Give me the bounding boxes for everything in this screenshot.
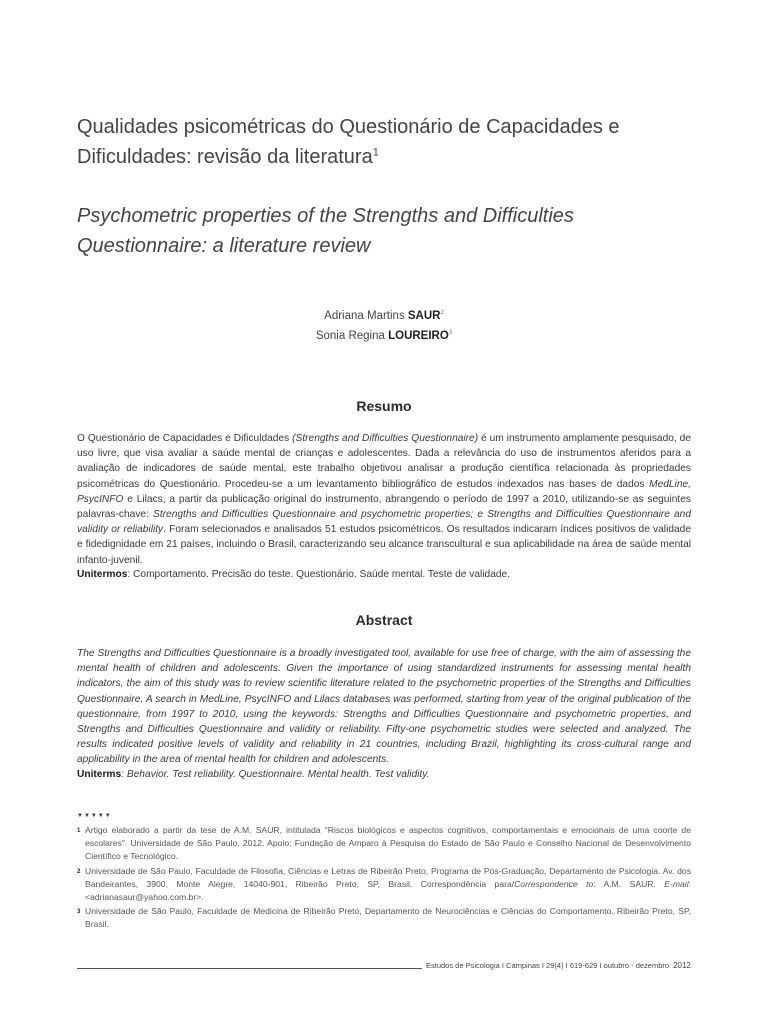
title-footnote-ref: 1 [372,146,379,159]
resumo-keywords: Unitermos: Comportamento. Precisão do teste. Questionário. Saúde mental. Teste de validade. [77,569,511,580]
title-english: Psychometric properties of the Strengths and Difficulties Questionnaire: a literature review [77,205,574,257]
abstract-keywords-label: Uniterms [77,769,122,780]
footnotes [77,824,691,933]
footnote-1: 1 Artigo elaborado a partir da tese de A.M. SAUR, intitulada "Riscos biológicos e aspectos cognitivos, comportamentais e emocionais de uma coorte de escolares". Universidade de São Paulo, 2012. Apoio: Fundação de Amparo à Pesquisa do Estado de São Paulo e Conselho Nacional de Desenvolvimento Científico e Tecnológico. [77,825,691,862]
footnote-2: 2 Universidade de São Paulo, Faculdade de Filosofia, Ciências e Letras de Ribeirão Preto, Programa de Pós-Graduação, Departamento de Psicologia. Av. dos Bandeirantes, 3900, Monte Alegre, 14040-901, Ribeirão Preto, SP, Brasil. Correspondência para/Correspondence to: A.M. SAUR. E-mail: <adrianasaur@yahoo.com.br>. [77,865,692,903]
abstract-text: The Strengths and Difficulties Questionnaire is a broadly investigated tool, available for use free of charge, with the aim of assessing the mental health of children and adolescents. Given the importance of using standardized instruments for assessing mental health indicators, the aim of this study was to review scientific literature related to the psychometric properties of the Strengths and Difficulties Questionnaire. A search in MedLine, PsycINFO and Lilacs databases was performed, starting from year of the original publication of the questionnaire, from 1997 to 2010, using the keywords: Strengths and Difficulties Questionnaire and psychometric properties, and Strengths and Difficulties Questionnaire and validity or reliability. Fifty-one psychometric studies were selected and analyzed. The results indicated positive levels of validity and reliability in 21 countries, including Brazil, highlighting its cross-cultural range and applicability in the area of mental health for children and adolescents. [77,648,691,766]
footnote-3: 3 Universidade de São Paulo, Faculdade de Medicina de Ribeirão Preto, Departamento de Neurociências e Ciências do Comportamento. Ribeirão Preto, SP, Brasil. [77,906,691,930]
journal-footer: Estudos de Psicologia I Campinas I 29(4) I 619-629 I outubro - dezembro 2012 [426,961,691,970]
author-1-surname: SAUR [407,310,441,322]
author-2-surname: LOUREIRO [388,330,449,342]
author-1: Adriana Martins SAUR$^2$ [324,310,444,322]
footnote-separator-marks: ▼▼▼▼▼ [77,813,112,819]
resumo-heading: Resumo [356,398,412,414]
authors [0,306,768,346]
title-portuguese: Qualidades psicométricas do Questionário de Capacidades e Dificuldades: revisão da literatura$^1$ [77,116,620,168]
journal-year: 2012 [673,961,691,970]
abstract-heading: Abstract [355,612,413,628]
author-2-affiliation: 3 [448,330,453,337]
author-1-affiliation: 2 [440,310,444,317]
resumo-text: O Questionário de Capacidades e Dificuldades (Strengths and Difficulties Questionnaire) é um instrumento amplamente pesquisado, de uso livre, que visa avaliar a saúde mental de crianças e adolescentes. Dada a relevância do uso de instrumentos aferidos para a avaliação de indicadores de saúde mental, este trabalho objetivou analisar a produção científica relacionada às propriedades psicométricas do Questionário. Procedeu-se a um levantamento bibliográfico de estudos indexados nas bases de dados MedLine, PsycINFO e Lilacs, a partir da publicação original do instrumento, abrangendo o período de 1997 a 2010, utilizando-se as seguintes palavras-chave: Strengths and Difficulties Questionnaire and psychometric properties; e Strengths and Difficulties Questionnaire and validity or reliability. Foram selecionados e analisados 51 estudos psicométricos. Os resultados indicaram índices positivos de validade e fidedignidade em 21 países, incluindo o Brasil, caracterizando seu alcance transcultural e sua aplicabilidade na área de saúde mental infanto-juvenil. [77,433,692,566]
abstract-keywords: Uniterms: Behavior. Test reliability. Questionnaire. Mental health. Test validity. [77,769,430,780]
footer-rule [77,968,422,969]
resumo-keywords-label: Unitermos [77,569,128,580]
author-2: Sonia Regina LOUREIRO$^3$ [315,330,453,342]
